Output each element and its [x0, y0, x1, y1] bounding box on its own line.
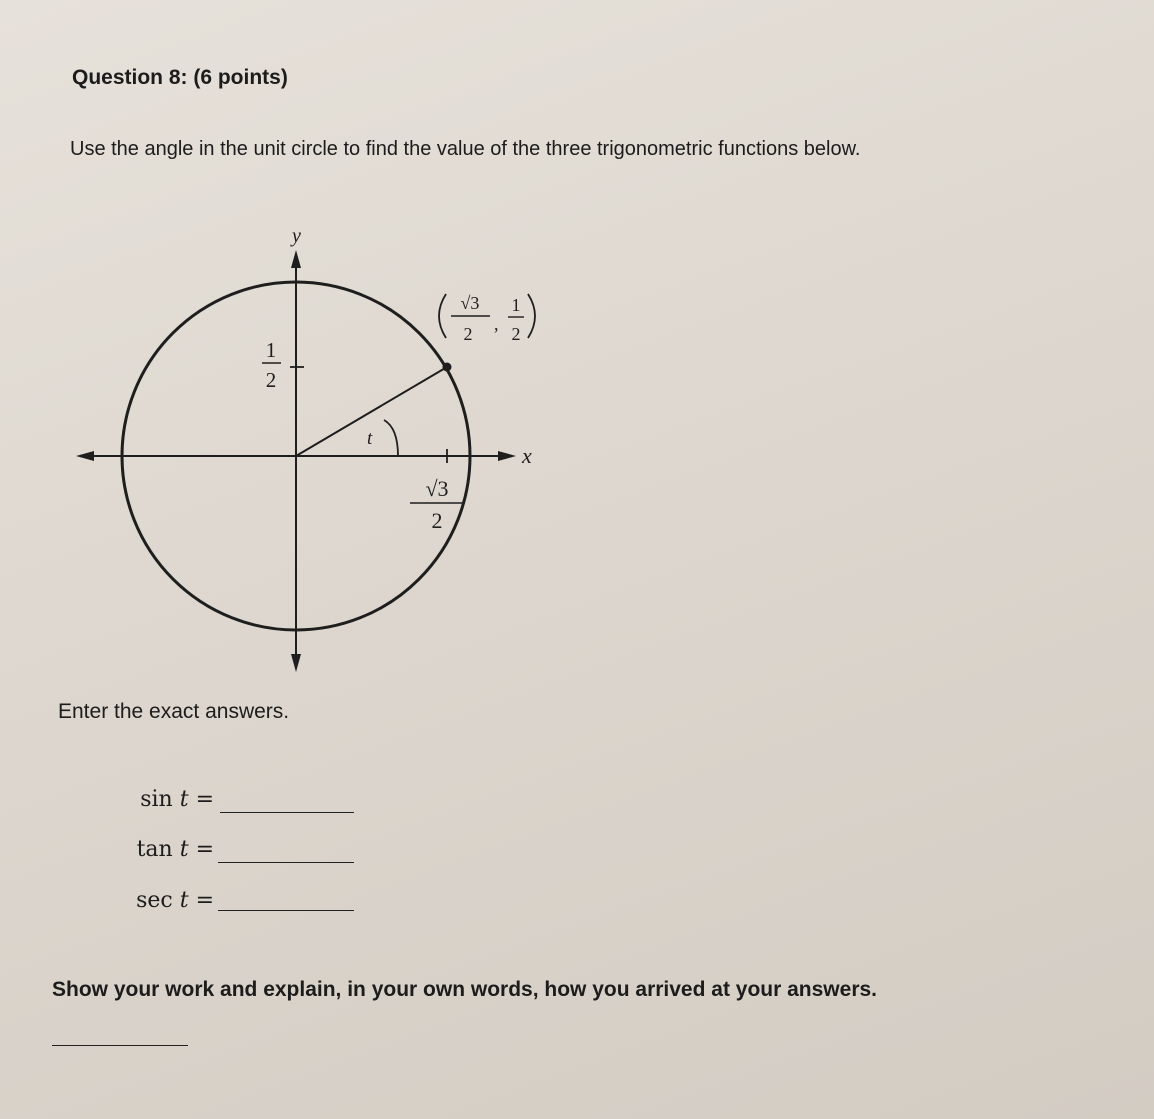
x-axis-left-arrow [76, 451, 94, 461]
work-answer-blank[interactable] [52, 1045, 188, 1046]
point-separator: , [494, 314, 499, 334]
angle-label: t [367, 428, 373, 449]
y-tick-numerator: 1 [265, 338, 277, 362]
y-axis-down-arrow [291, 654, 301, 672]
point-label [439, 293, 535, 344]
point-right-paren [528, 294, 535, 338]
answer-row-sin [100, 787, 214, 821]
answer-label-sin: sin t = [140, 787, 214, 812]
x-tick-numerator: √3 [425, 476, 449, 501]
answer-row-sec [100, 888, 214, 922]
instructions-text: Use the angle in the unit circle to find the value of the three trigonometric functions below. [70, 138, 861, 160]
terminal-point [443, 363, 452, 372]
point-x-numerator: √3 [460, 293, 480, 313]
tan-answer-blank[interactable] [218, 862, 354, 863]
sin-answer-blank[interactable] [220, 812, 354, 813]
point-left-paren [439, 294, 446, 338]
sec-answer-blank[interactable] [218, 910, 354, 911]
x-axis-right-arrow [498, 451, 516, 461]
answer-label-tan: tan t = [136, 837, 214, 862]
y-tick-label [262, 338, 281, 392]
point-x-denominator: 2 [463, 324, 473, 344]
answer-row-tan [100, 837, 214, 871]
x-axis-label: x [522, 443, 532, 468]
x-tick-denominator: 2 [431, 508, 443, 533]
show-work-prompt: Show your work and explain, in your own words, how you arrived at your answers. [52, 978, 877, 1001]
point-y-numerator: 1 [511, 295, 521, 315]
y-axis-label: y [292, 225, 301, 247]
angle-arc [384, 420, 398, 456]
answer-label-sec: sec t = [136, 888, 214, 913]
question-title: Question 8: (6 points) [72, 66, 288, 89]
enter-answers-label: Enter the exact answers. [58, 700, 290, 723]
y-tick-denominator: 2 [265, 368, 277, 392]
point-y-denominator: 2 [511, 324, 521, 344]
y-axis-up-arrow [291, 250, 301, 268]
